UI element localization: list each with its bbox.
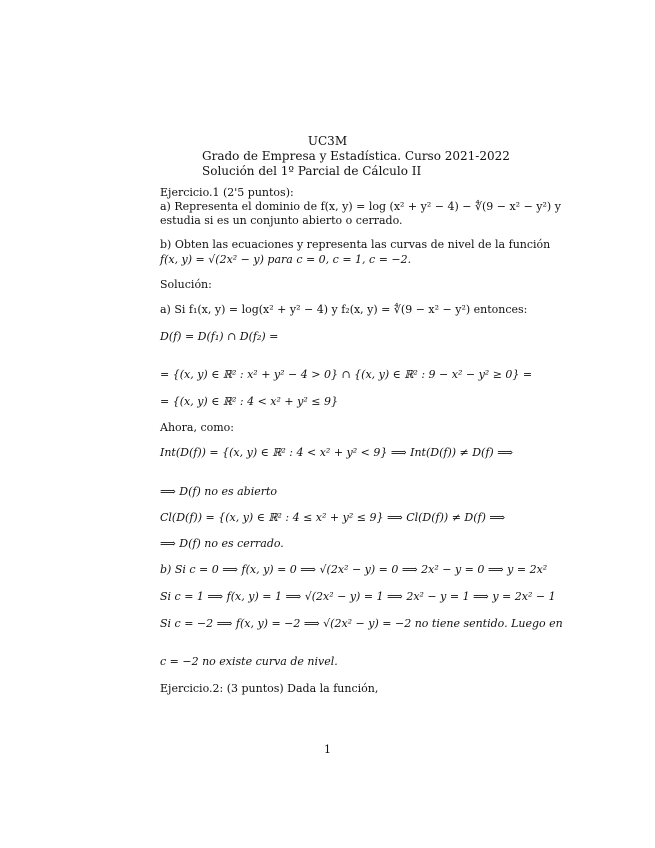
exercise2-title: Ejercicio.2: (3 puntos) Dada la función, [160, 682, 379, 695]
solution-b-c0: b) Si c = 0 ⟹ f(x, y) = 0 ⟹ √(2x² − y) = 0 ⟹ 2x² − y = 0 ⟹ y = 2x² [160, 563, 548, 576]
solution-b-cm2: Si c = −2 ⟹ f(x, y) = −2 ⟹ √(2x² − y) = −2 no tiene sentido. Luego en [160, 617, 563, 630]
exercise1-a-line1: a) Representa el dominio de f(x, y) = log (x² + y² − 4) − ∜(9 − x² − y²) y [160, 200, 561, 213]
solution-label: Solución: [160, 278, 212, 291]
solution-ahora: Ahora, como: [160, 421, 235, 434]
exercise1-title: Ejercicio.1 (2'5 puntos): [160, 186, 294, 199]
solution-closure: Cl(D(f)) = {(x, y) ∈ ℝ² : 4 ≤ x² + y² ≤ 9} ⟹ Cl(D(f)) ≠ D(f) ⟹ [160, 511, 506, 524]
solution-domain-1: D(f) = D(f₁) ∩ D(f₂) = [160, 330, 279, 343]
solution-not-closed: ⟹ D(f) no es cerrado. [160, 537, 284, 550]
solution-domain-2: = {(x, y) ∈ ℝ² : x² + y² − 4 > 0} ∩ {(x, y) ∈ ℝ² : 9 − x² − y² ≥ 0} = [160, 368, 533, 381]
solution-interior: Int(D(f)) = {(x, y) ∈ ℝ² : 4 < x² + y² < 9} ⟹ Int(D(f)) ≠ D(f) ⟹ [160, 446, 513, 459]
solution-domain-3: = {(x, y) ∈ ℝ² : 4 < x² + y² ≤ 9} [160, 395, 338, 408]
solution-a-line1: a) Si f₁(x, y) = log(x² + y² − 4) y f₂(x, y) = ∜(9 − x² − y²) entonces: [160, 303, 528, 316]
header-university: UC3M [307, 134, 348, 148]
solution-b-c1: Si c = 1 ⟹ f(x, y) = 1 ⟹ √(2x² − y) = 1 ⟹ 2x² − y = 1 ⟹ y = 2x² − 1 [160, 590, 556, 603]
page-number: 1 [324, 743, 331, 756]
header-degree: Grado de Empresa y Estadística. Curso 2021-2022 [202, 149, 510, 163]
exercise1-b-line2: f(x, y) = √(2x² − y) para c = 0, c = 1, c = −2. [160, 253, 412, 266]
solution-b-cm2-end: c = −2 no existe curva de nivel. [160, 655, 338, 668]
exercise1-b-line1: b) Obten las ecuaciones y representa las curvas de nivel de la función [160, 238, 551, 251]
solution-not-open: ⟹ D(f) no es abierto [160, 485, 278, 498]
exercise1-a-line2: estudia si es un conjunto abierto o cerrado. [160, 214, 403, 227]
header-exam: Solución del 1º Parcial de Cálculo II [202, 164, 422, 178]
